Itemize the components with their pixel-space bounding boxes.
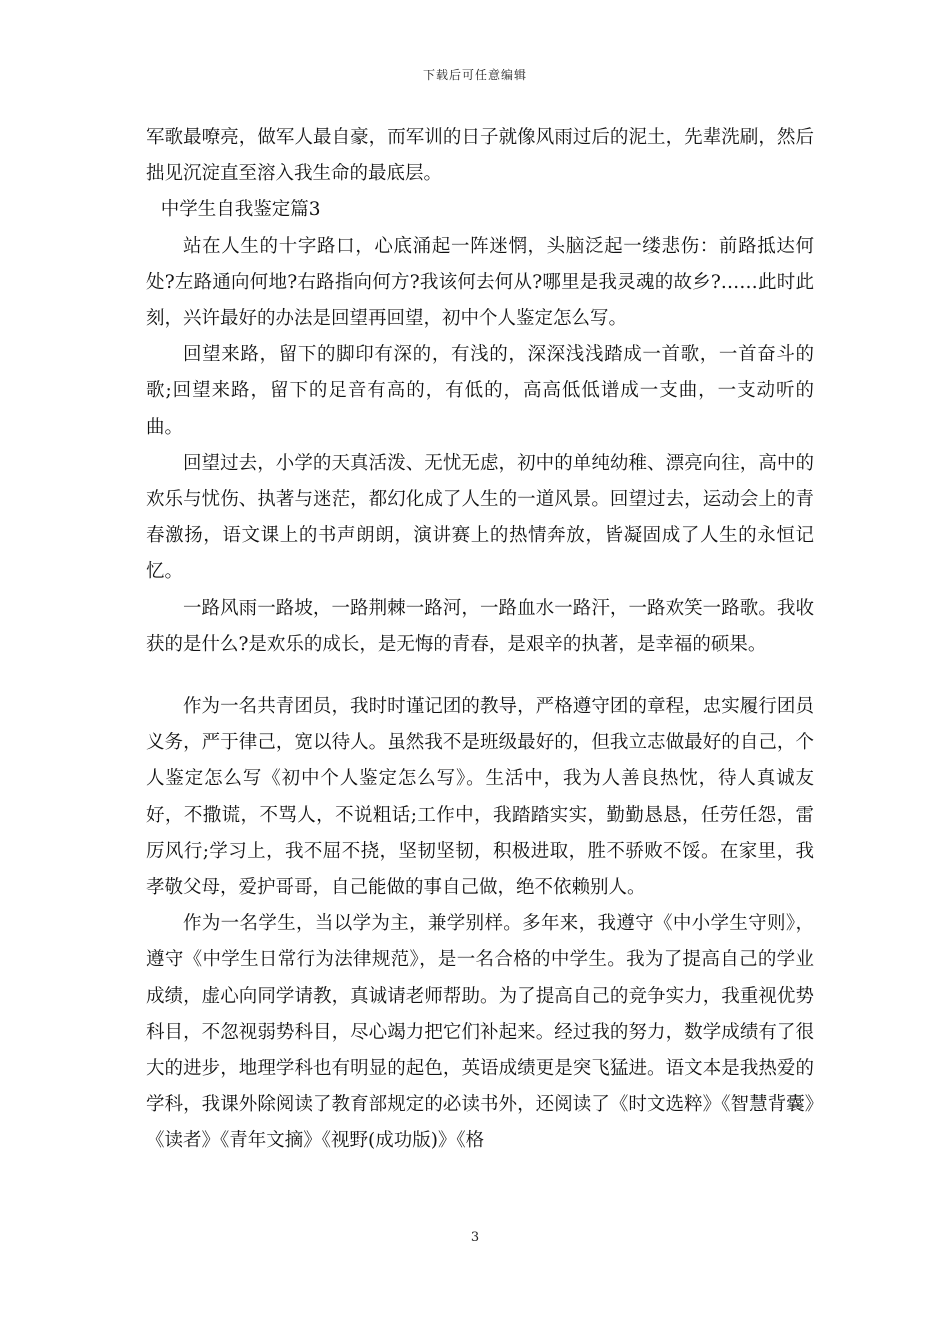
document-body <box>146 120 814 1160</box>
page-number: 3 <box>470 1230 480 1245</box>
paragraph-look-back-road: 回望来路，留下的脚印有深的，有浅的，深深浅浅踏成一首歌，一首奋斗的歌;回望来路，留下的足音有高的，有低的，高高低低谱成一支曲，一支动听的曲。 <box>146 344 814 438</box>
paragraph-look-back-past: 回望过去，小学的天真活泼、无忧无虑，初中的单纯幼稚、漂亮向往，高中的欢乐与忧伤、执著与迷茫，都幻化成了人生的一道风景。回望过去，运动会上的青春激扬，语文课上的书声朗朗，演讲赛上的热情奔放，皆凝固成了人生的永恒记忆。 <box>146 452 814 583</box>
paragraph-gap <box>146 663 814 689</box>
paragraph-crossroads: 站在人生的十字路口，心底涌起一阵迷惘，头脑泛起一缕悲伤：前路抵达何处?左路通向何地?右路指向何方?我该何去何从?哪里是我灵魂的故乡?……此时此刻，兴许最好的办法是回望再回望，初中个人鉴定怎么写。 <box>146 235 814 330</box>
page-header: 下载后可任意编辑 <box>422 68 527 82</box>
paragraph-league-member: 作为一名共青团员，我时时谨记团的教导，严格遵守团的章程，忠实履行团员义务，严于律己，宽以待人。虽然我不是班级最好的，但我立志做最好的自己，个人鉴定怎么写《初中个人鉴定怎么写》。生活中，我为人善良热忱，待人真诚友好，不撒谎，不骂人，不说粗话;工作中，我踏踏实实，勤勤恳恳，任劳任怨，雷厉风行;学习上，我不屈不挠，坚韧坚韧，积极进取，胜不骄败不馁。在家里，我孝敬父母，爱护哥哥，自己能做的事自己做，绝不依赖别人。 <box>146 696 814 899</box>
section-heading: 中学生自我鉴定篇3 <box>160 199 321 221</box>
paragraph-military-training: 军歌最嘹亮，做军人最自豪，而军训的日子就像风雨过后的泥土，先辈洗刷，然后拙见沉淀直至溶入我生命的最底层。 <box>146 127 814 185</box>
paragraph-student-study: 作为一名学生，当以学为主，兼学别样。多年来，我遵守《中小学生守则》，遵守《中学生日常行为法律规范》，是一名合格的中学生。我为了提高自己的学业成绩，虚心向同学请教，真诚请老师帮助。为了提高自己的竞争实力，我重视优势科目，不忽视弱势科目，尽心竭力把它们补起来。经过我的努力，数学成绩有了很大的进步，地理学科也有明显的起色，英语成绩更是突飞猛进。语文本是我热爱的学科，我课外除阅读了教育部规定的必读书外，还阅读了《时文选粹》《智慧背囊》《读者》《青年文摘》《视野(成功版)》《格 <box>146 913 814 1152</box>
paragraph-wind-and-rain: 一路风雨一路坡，一路荆棘一路河，一路血水一路汗，一路欢笑一路歌。我收获的是什么?是欢乐的成长，是无悔的青春，是艰辛的执著，是幸福的硕果。 <box>146 597 814 655</box>
